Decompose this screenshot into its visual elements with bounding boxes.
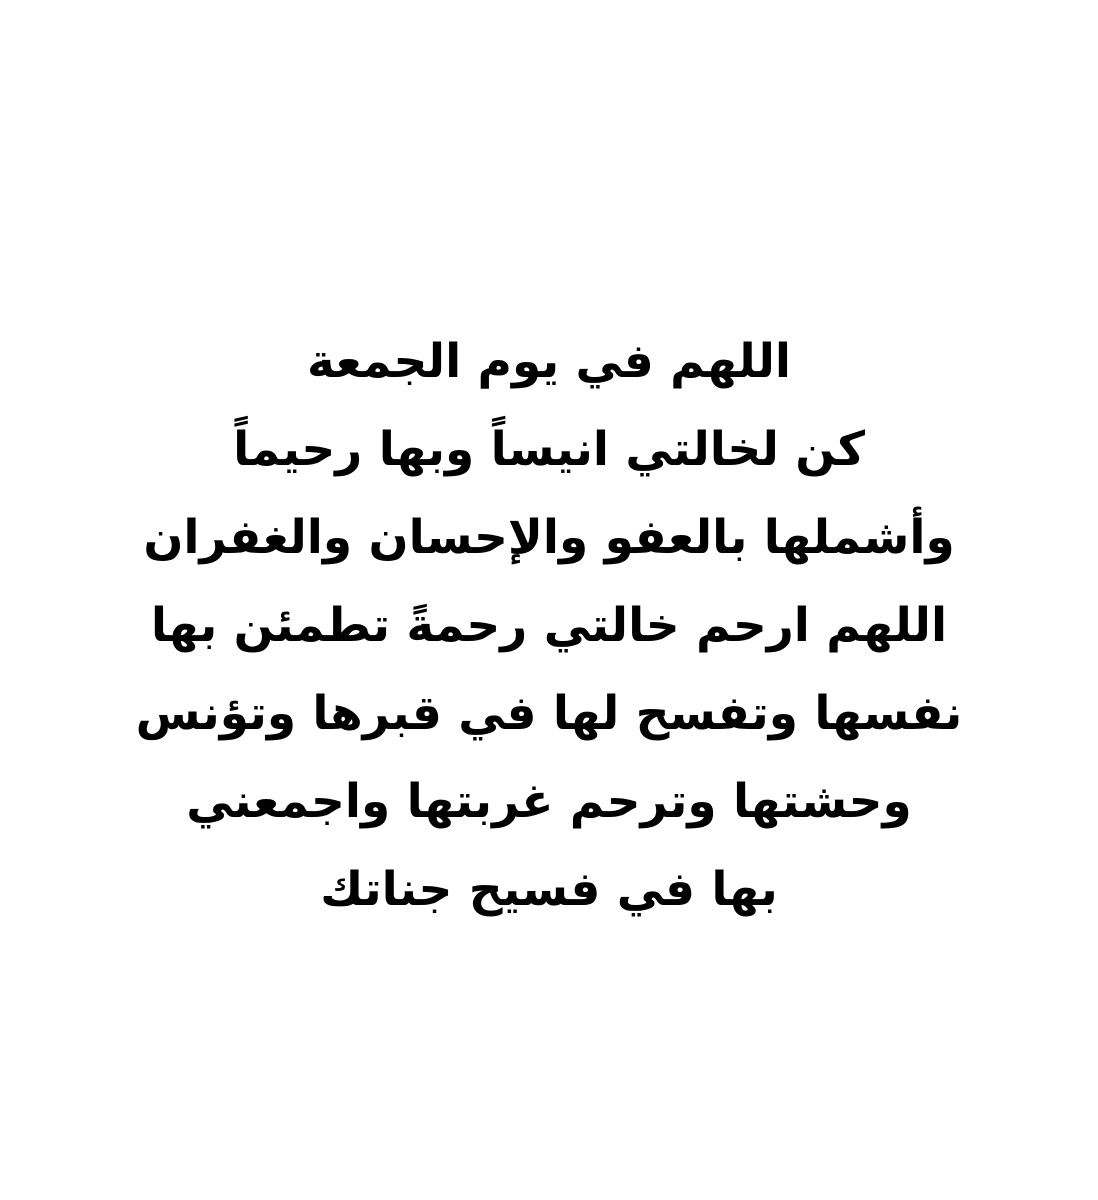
prayer-line-6: وحشتها وترحم غربتها واجمعني <box>186 774 912 829</box>
prayer-line-7: بها في فسيح جناتك <box>320 862 778 917</box>
prayer-line-5: نفسها وتفسح لها في قبرها وتؤنس <box>135 686 963 741</box>
prayer-line-2: كن لخالتي انيساً وبها رحيماً <box>233 422 865 477</box>
prayer-line-3: وأشملها بالعفو والإحسان والغفران <box>143 510 955 565</box>
prayer-line-4: اللهم ارحم خالتي رحمةً تطمئن بها <box>150 598 948 653</box>
prayer-line-1: اللهم في يوم الجمعة <box>307 334 791 389</box>
prayer-text-block <box>0 318 1098 934</box>
